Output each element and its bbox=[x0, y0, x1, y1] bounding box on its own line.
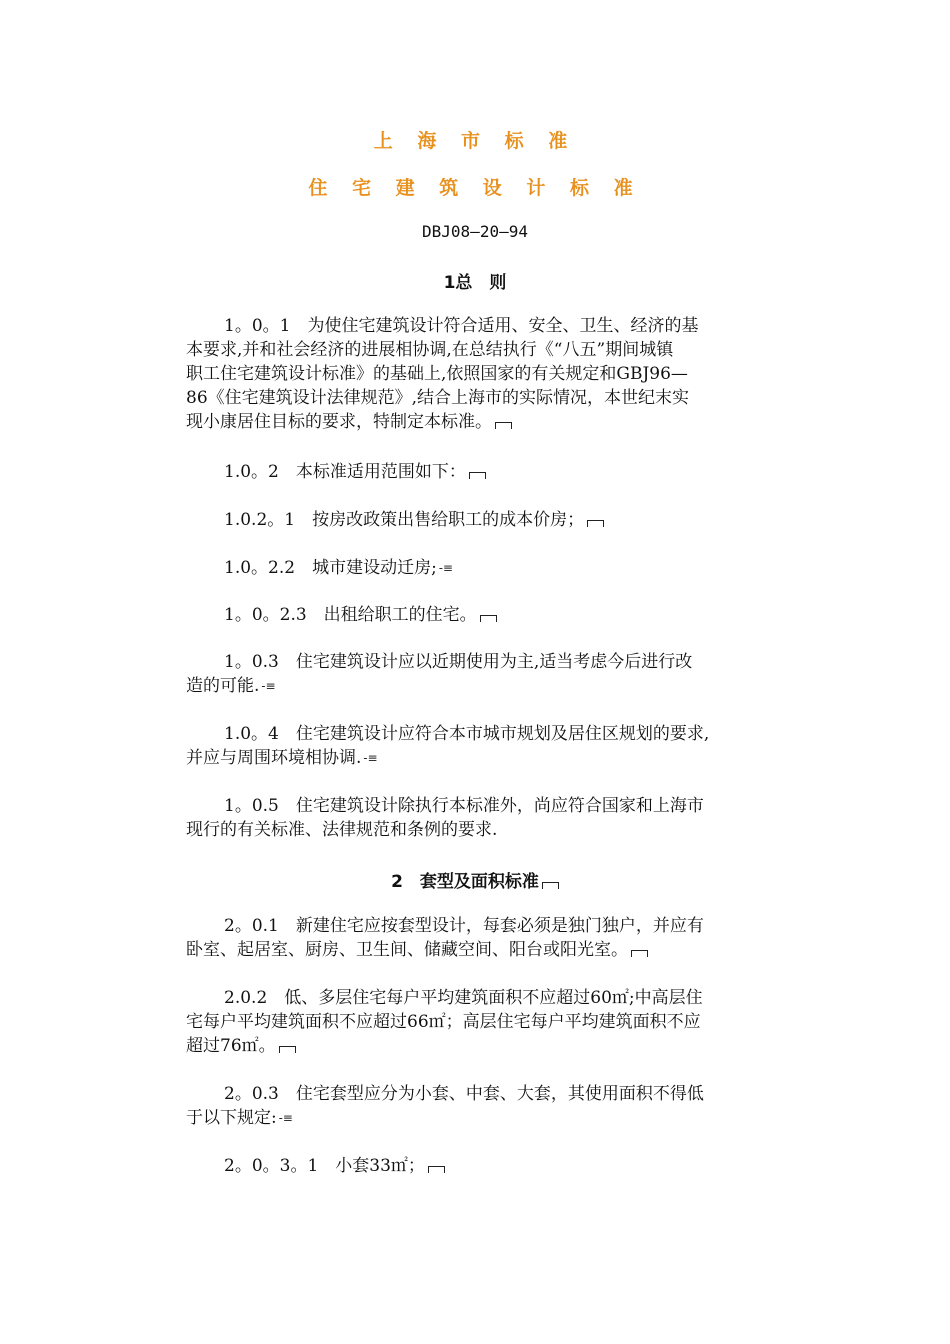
paragraph-mark-icon bbox=[279, 1046, 296, 1053]
clause-line: 1。0.5 住宅建筑设计除执行本标准外，尚应符合国家和上海市 bbox=[224, 796, 704, 816]
paragraph-mark-icon bbox=[469, 472, 486, 479]
clause-line: 1.0。4 住宅建筑设计应符合本市城市规划及居住区规划的要求, bbox=[224, 724, 710, 744]
section-heading-1: 1总 则 bbox=[443, 273, 507, 293]
clause-line: 86《住宅建筑设计法律规范》,结合上海市的实际情况，本世纪末实 bbox=[186, 388, 690, 408]
clause-line bbox=[186, 1106, 768, 1130]
clause-1-0-2-2 bbox=[186, 556, 768, 580]
section-heading-text: 2 套型及面积标准 bbox=[391, 872, 539, 892]
clause-line bbox=[186, 1034, 768, 1058]
clause-text: 于以下规定: bbox=[186, 1108, 277, 1128]
clause-text: 现小康居住目标的要求，特制定本标准。 bbox=[186, 412, 492, 432]
clause-line: 本要求,并和社会经济的进展相协调,在总结执行《“八五”期间城镇 bbox=[186, 340, 674, 360]
dash-mark-icon: -≡ bbox=[438, 561, 453, 575]
clause-1-0-4 bbox=[186, 722, 768, 770]
clause-1-0-1 bbox=[186, 314, 768, 434]
clause-line-last bbox=[186, 410, 768, 434]
clause-line: 现行的有关标准、法律规范和条例的要求. bbox=[186, 820, 498, 840]
clause-line: 2。0.3 住宅套型应分为小套、中套、大套，其使用面积不得低 bbox=[224, 1084, 704, 1104]
clause-text: 1.0。2 本标准适用范围如下： bbox=[224, 462, 466, 482]
clause-1-0-2 bbox=[186, 460, 768, 484]
clause-text: 1.0.2。1 按房改政策出售给职工的成本价房； bbox=[224, 510, 585, 530]
clause-line bbox=[186, 1154, 768, 1178]
clause-line bbox=[186, 556, 768, 580]
clause-line bbox=[186, 746, 768, 770]
clause-line bbox=[186, 460, 768, 484]
clause-1-0-5 bbox=[186, 794, 768, 842]
clause-2-0-3-1 bbox=[186, 1154, 768, 1178]
clause-text: 卧室、起居室、厨房、卫生间、储藏空间、阳台或阳光室。 bbox=[186, 940, 628, 960]
clause-line bbox=[186, 603, 768, 627]
clause-line: 1。0。1 为使住宅建筑设计符合适用、安全、卫生、经济的基 bbox=[224, 316, 699, 336]
clause-line: 1。0.3 住宅建筑设计应以近期使用为主,适当考虑今后进行改 bbox=[224, 652, 693, 672]
paragraph-mark-icon bbox=[495, 422, 512, 429]
doc-code: DBJ08—20—94 bbox=[422, 222, 528, 241]
clause-line: 职工住宅建筑设计标准》的基础上,依照国家的有关规定和GBJ96— bbox=[186, 364, 688, 384]
paragraph-mark-icon bbox=[428, 1166, 445, 1173]
clause-text: 造的可能. bbox=[186, 676, 260, 696]
section-heading-2 bbox=[0, 867, 950, 892]
clause-text: 。 bbox=[258, 1036, 276, 1056]
clause-line bbox=[186, 674, 768, 698]
clause-2-0-2 bbox=[186, 986, 768, 1058]
clause-line bbox=[186, 508, 768, 532]
doc-title-residential-design-standard: 住 宅 建 筑 设 计 标 准 bbox=[308, 177, 642, 199]
clause-1-0-2-3 bbox=[186, 603, 768, 627]
clause-1-0-3 bbox=[186, 650, 768, 698]
dash-mark-icon: -≡ bbox=[261, 679, 276, 693]
clause-line: 2.0.2 低、多层住宅每户平均建筑面积不应超过60㎡;中高层住 bbox=[224, 988, 703, 1008]
clause-text: 并应与周围环境相协调. bbox=[186, 748, 362, 768]
clause-line: 2。0.1 新建住宅应按套型设计，每套必须是独门独户，并应有 bbox=[224, 916, 704, 936]
paragraph-mark-icon bbox=[480, 615, 497, 622]
clause-1-0-2-1 bbox=[186, 508, 768, 532]
clause-2-0-1 bbox=[186, 914, 768, 962]
paragraph-mark-icon bbox=[587, 520, 604, 527]
clause-text: 1。0。2.3 出租给职工的住宅。 bbox=[224, 605, 477, 625]
clause-line bbox=[186, 938, 768, 962]
clause-line: 宅每户平均建筑面积不应超过66㎡；高层住宅每户平均建筑面积不应 bbox=[186, 1012, 701, 1032]
dash-mark-icon: -≡ bbox=[278, 1111, 293, 1125]
clause-text: 2。0。3。1 小套33㎡； bbox=[224, 1156, 425, 1176]
clause-2-0-3 bbox=[186, 1082, 768, 1130]
doc-title-shanghai-standard: 上 海 市 标 准 bbox=[373, 130, 577, 152]
clause-text: 超过76㎡ bbox=[186, 1036, 259, 1056]
paragraph-mark-icon bbox=[542, 882, 559, 889]
paragraph-mark-icon bbox=[631, 950, 648, 957]
clause-text: 1.0。2.2 城市建设动迁房; bbox=[224, 558, 437, 578]
dash-mark-icon: -≡ bbox=[363, 751, 378, 765]
